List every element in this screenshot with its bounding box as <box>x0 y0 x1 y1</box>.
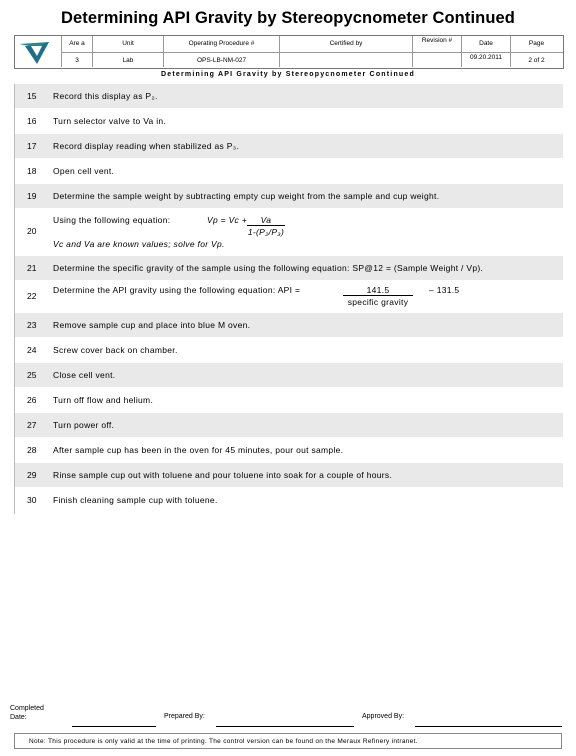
header-table <box>14 35 564 69</box>
api-denominator: specific gravity <box>347 297 409 307</box>
step-row: 24 Screw cover back on chamber. <box>27 345 178 355</box>
step-row: 19 Determine the sample weight by subtracting empty cup weight from the sample and cup weight. <box>15 184 563 208</box>
header-page: Page 2 of 2 <box>528 40 545 64</box>
header-area: Are a 3 <box>62 36 93 67</box>
validity-note: Note: This procedure is only valid at the time of printing. The control version can be found on the Meraux Refinery intranet. <box>14 733 562 749</box>
prepared-by-line[interactable] <box>216 725 354 727</box>
equation-denominator: 1-(P₂/P₃) <box>247 227 285 237</box>
header-revision: Revision # <box>413 36 462 67</box>
section-subtitle: Determining API Gravity by Stereopycnometer Continued <box>161 71 415 78</box>
api-numerator: 141.5 <box>343 285 413 296</box>
step-row: 28 After sample cup has been in the oven for 45 minutes, pour out sample. <box>27 445 344 455</box>
step-row: 29 Rinse sample cup out with toluene and pour toluene into soak for a couple of hours. <box>15 463 563 487</box>
header-unit: Unit Lab <box>93 36 164 67</box>
step-row: 30 Finish cleaning sample cup with toluene. <box>27 495 218 505</box>
step-row: 15 Record this display as P₂. <box>15 84 563 108</box>
step-row: 27 Turn power off. <box>15 413 563 437</box>
step-row: 16 Turn selector valve to Va in. <box>27 116 167 126</box>
step-row: 21 Determine the specific gravity of the sample using the following equation: SP@12 = (Sample Weight / Vp). <box>15 256 563 280</box>
completed-date-line[interactable] <box>72 725 156 727</box>
procedure-steps <box>14 84 563 514</box>
equation-numerator: Va <box>247 215 285 226</box>
header-certified: Certified by <box>280 36 413 67</box>
header-date: Date 09.20.2011 <box>462 36 511 67</box>
step-row: 18 Open cell vent. <box>27 166 115 176</box>
completed-date-label: Completed Date: <box>10 705 44 721</box>
step-row-equation: 20 Using the following equation: Vp = Vc + Va 1-(P₂/P₃) Vc and Va are known values; solve for Vp. <box>27 215 285 249</box>
step-row: 17 Record display reading when stabilized as P₃. <box>15 134 563 158</box>
prepared-by-label: Prepared By: <box>164 713 205 720</box>
document-title: Determining API Gravity by Stereopycnometer Continued <box>61 9 515 27</box>
company-logo <box>15 36 62 67</box>
approved-by-line[interactable] <box>415 725 562 727</box>
step-row: 25 Close cell vent. <box>15 363 563 387</box>
step-row: 23 Remove sample cup and place into blue M oven. <box>15 313 563 337</box>
step-row: 26 Turn off flow and helium. <box>27 395 154 405</box>
header-procedure: Operating Procedure # OPS-LB-NM-027 <box>164 36 280 67</box>
step-row-equation: 22 Determine the API gravity using the following equation: API = 141.5 specific gravity – 131.5 <box>27 285 460 307</box>
approved-by-label: Approved By: <box>362 713 405 720</box>
